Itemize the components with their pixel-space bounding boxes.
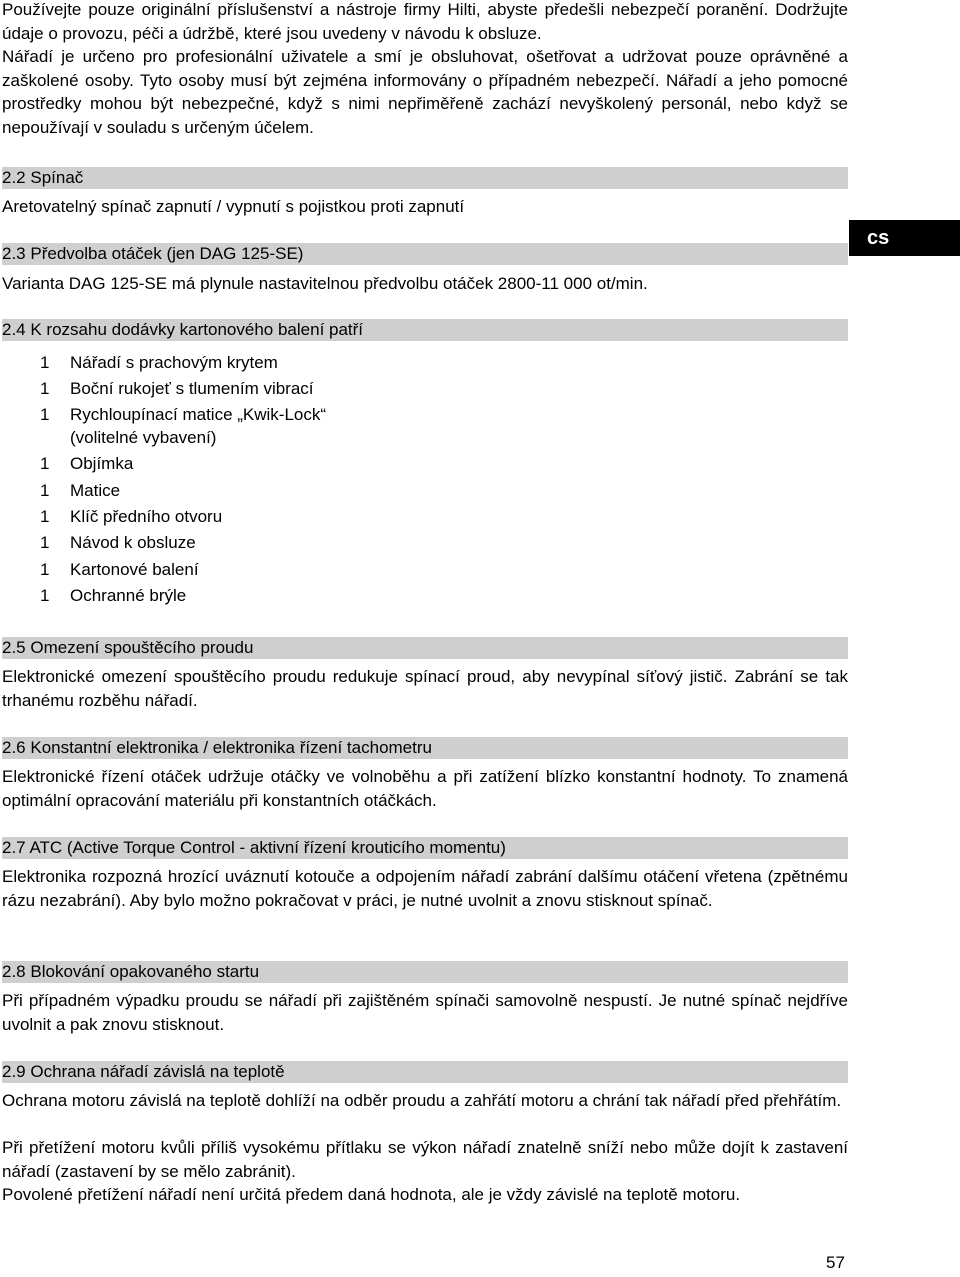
list-item: 1 Matice — [40, 481, 121, 500]
list-item: 1 Klíč předního otvoru — [40, 507, 223, 526]
language-tab: cs — [849, 220, 960, 256]
section-heading-2-5: 2.5 Omezení spouštěcího proudu — [2, 637, 848, 659]
section-body-2-9: Při přetížení motoru kvůli příliš vysokému přítlaku se výkon nářadí znatelně sníží nebo může dojít k zastavení nářadí (zastavení by se mělo zabránit). — [2, 1138, 848, 1181]
list-item: 1 Objímka — [40, 454, 134, 473]
list-item-note: (volitelné vybavení) — [70, 428, 217, 447]
list-item: 1 Ochranné brýle — [40, 586, 187, 605]
section-body-2-5: Elektronické omezení spouštěcího proudu redukuje spínací proud, aby nevypínal síťový jistič. Zabrání se tak trhanému rozběhu nářadí. — [2, 667, 848, 710]
list-item: 1 Rychloupínací matice „Kwik-Lock“ — [40, 405, 327, 424]
section-heading-2-9: 2.9 Ochrana nářadí závislá na teplotě — [2, 1061, 848, 1083]
section-body-2-2: Aretovatelný spínač zapnutí / vypnutí s pojistkou proti zapnutí — [2, 197, 465, 216]
section-heading-2-6: 2.6 Konstantní elektronika / elektronika řízení tachometru — [2, 737, 848, 759]
section-body-2-3: Varianta DAG 125-SE má plynule nastavitelnou předvolbu otáček 2800-11 000 ot/min. — [2, 274, 648, 293]
intro-paragraph-2: Nářadí je určeno pro profesionální uživatele a smí je obsluhovat, ošetřovat a udržovat pouze oprávněné a zaškolené osoby. Tyto osoby musí být zejména informovány o případném nebezpečí. Nářadí a jeho pomocné prostředky mohou být nebezpečné, když s nimi nepřiměřeně zachází nevyškolený personál, nebo když se nepoužívají v souladu s určeným účelem. — [2, 47, 848, 137]
section-heading-2-7: 2.7 ATC (Active Torque Control - aktivní řízení krouticího momentu) — [2, 837, 848, 859]
section-body-2-7: Elektronika rozpozná hrozící uváznutí kotouče a odpojením nářadí zabrání dalšímu otáčení vřetena (zpětnému rázu nezabrání). Aby bylo možno pokračovat v práci, je nutné uvolnit a znovu stisknout spínač. — [2, 867, 848, 910]
section-heading-2-4: 2.4 K rozsahu dodávky kartonového balení patří — [2, 319, 848, 341]
list-item: 1 Návod k obsluze — [40, 533, 196, 552]
section-heading-2-3: 2.3 Předvolba otáček (jen DAG 125-SE) — [2, 243, 848, 265]
section-body-2-9: Ochrana motoru závislá na teplotě dohlíží na odběr proudu a zahřátí motoru a chrání tak nářadí před přehřátím. — [2, 1091, 842, 1110]
page-number: 57 — [826, 1253, 845, 1272]
section-heading-2-8: 2.8 Blokování opakovaného startu — [2, 961, 848, 983]
section-body-2-6: Elektronické řízení otáček udržuje otáčky ve volnoběhu a při zatížení blízko konstantní hodnoty. To znamená optimální opracování materiálu při konstantních otáčkách. — [2, 767, 848, 810]
section-heading-2-2: 2.2 Spínač — [2, 167, 848, 189]
list-item: 1 Nářadí s prachovým krytem — [40, 353, 278, 372]
list-item: 1 Kartonové balení — [40, 560, 199, 579]
section-body-2-8: Při případném výpadku proudu se nářadí při zajištěném spínači samovolně nespustí. Je nutné spínač nejdříve uvolnit a pak znovu stisknout. — [2, 991, 848, 1034]
list-item: 1 Boční rukojeť s tlumením vibrací — [40, 379, 314, 398]
section-body-2-9: Povolené přetížení nářadí není určitá předem daná hodnota, ale je vždy závislé na teplotě motoru. — [2, 1185, 741, 1204]
intro-paragraph-1: Používejte pouze originální příslušenství a nástroje firmy Hilti, abyste předešli nebezpečí poranění. Dodržujte údaje o provozu, péči a údržbě, které jsou uvedeny v návodu k obsluze. — [2, 0, 848, 43]
